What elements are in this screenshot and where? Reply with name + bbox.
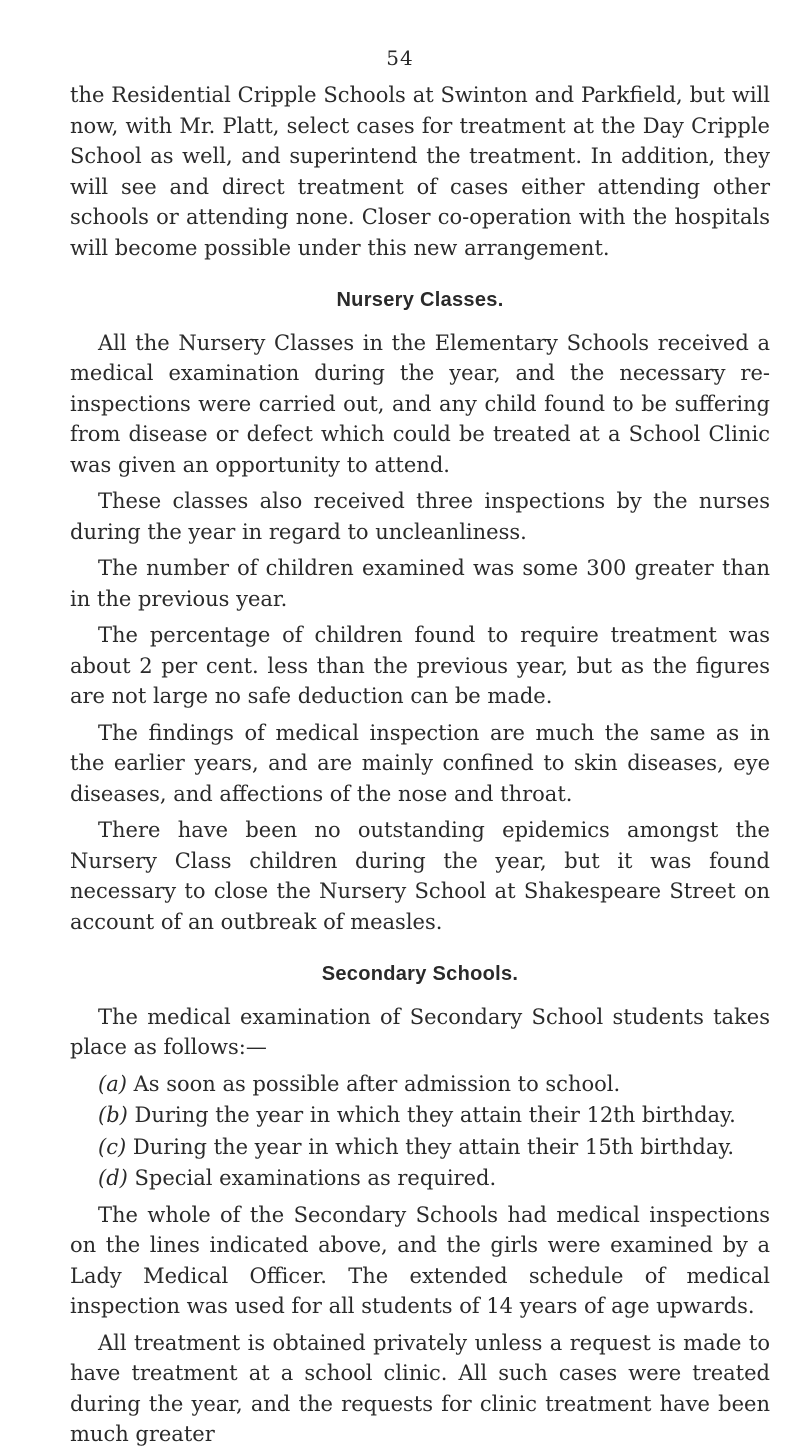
list-item-label: (c) [98,1134,127,1159]
list-item [70,1132,770,1163]
page-number: 54 [386,46,414,70]
page-content [70,80,770,1456]
list-item-text: During the year in which they attain their 15th birthday. [132,1134,735,1159]
secondary-paragraph: The whole of the Secondary Schools had medical inspections on the lines indicated above, and the girls were examined by a Lady Medical Officer. The extended schedule of medical inspection was used for all students of 14 years of age upwards. [70,1202,770,1318]
list-item [70,1100,770,1131]
nursery-paragraph: The findings of medical inspection are much the same as in the earlier years, and are mainly confined to skin diseases, eye diseases, and affections of the nose and throat. [70,720,770,806]
secondary-intro: The medical examination of Secondary School students takes place as follows:— [70,1004,770,1059]
intro-paragraph: the Residential Cripple Schools at Swinton and Parkfield, but will now, with Mr. Platt, select cases for treatment at the Day Cripple School as well, and superintend the treatment. In addition, they will see and direct treatment of cases either attending other schools or attending none. Closer co-operation with the hospitals will become possible under this new arrangement. [70,83,770,260]
secondary-schools-heading: Secondary Schools. [321,963,519,985]
nursery-paragraph: There have been no outstanding epidemics amongst the Nursery Class children during the year, but it was found necessary to close the Nursery School at Shakespeare Street on account of an outbreak of measles. [70,818,770,934]
nursery-paragraph: These classes also received three inspections by the nurses during the year in regard to uncleanliness. [70,489,770,544]
list-item-text: Special examinations as required. [134,1166,497,1190]
nursery-paragraph: The percentage of children found to require treatment was about 2 per cent. less than the previous year, but as the figures are not large no safe deduction can be made. [70,623,770,708]
nursery-paragraph: The number of children examined was some 300 greater than in the previous year. [70,556,770,611]
nursery-paragraph: All the Nursery Classes in the Elementary Schools received a medical examination during the year, and the necessary re-inspections were carried out, and any child found to be suffering from disease or defect which could be treated at a School Clinic was given an opportunity to attend. [70,330,770,477]
list-item-label: (d) [98,1166,128,1190]
list-item-text: As soon as possible after admission to school. [133,1071,621,1096]
list-item [70,1163,770,1194]
list-item-label: (a) [98,1071,127,1096]
list-item-text: During the year in which they attain their 12th birthday. [134,1103,736,1127]
nursery-classes-heading: Nursery Classes. [336,289,504,311]
list-item-label: (b) [98,1103,128,1127]
list-item [70,1069,770,1100]
secondary-paragraph: All treatment is obtained privately unless a request is made to have treatment at a school clinic. All such cases were treated during the year, and the requests for clinic treatment have been much greater [70,1330,770,1446]
